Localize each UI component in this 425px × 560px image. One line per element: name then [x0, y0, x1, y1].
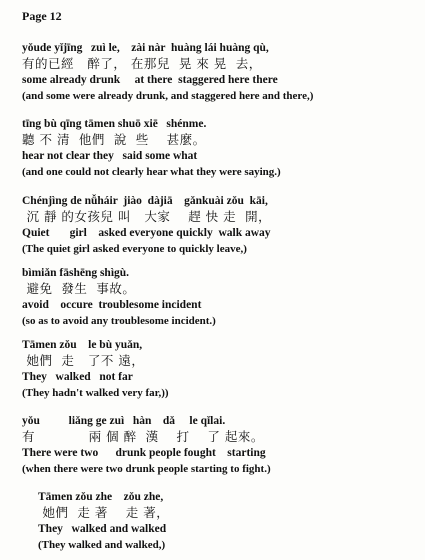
gloss-line: (when there were two drunk people starting to fight.)	[22, 463, 271, 475]
pinyin-line: bìmiǎn fāshēng shìgù.	[22, 267, 130, 279]
sentence-block-7	[38, 489, 425, 553]
gloss-line: (They walked and walked,)	[38, 539, 166, 551]
hanzi-line: 避免 發生 事故。	[22, 281, 136, 296]
sentence-block-3	[22, 193, 417, 257]
pinyin-line: tīng bù qīng tāmen shuō xiē shénme.	[22, 118, 207, 130]
sentence-block-5	[22, 337, 417, 401]
english-line: They walked and walked	[38, 523, 167, 535]
english-line: They walked not far	[22, 371, 133, 383]
sentence-block-4	[22, 265, 417, 329]
gloss-line: (so as to avoid any troublesome incident.)	[22, 315, 216, 327]
hanzi-line: 她們 走 著 走 著，	[38, 505, 170, 520]
hanzi-line: 她們 走 了不 遠，	[22, 353, 145, 368]
gloss-line: (and some were already drunk, and staggered here and there,)	[22, 90, 314, 102]
gloss-line: (and one could not clearly hear what they were saying.)	[22, 166, 281, 178]
english-line: avoid occure troublesome incident	[22, 299, 202, 311]
hanzi-line: 沉 靜 的女孩兒 叫 大家 趕 快 走 開，	[22, 209, 272, 224]
english-line: Quiet girl asked everyone quickly walk away	[22, 227, 271, 239]
hanzi-line: 有的已經 醉了， 在那兒 晃 來 晃 去，	[22, 56, 262, 71]
sentence-block-6	[22, 413, 417, 477]
page-number: Page 12	[22, 9, 62, 23]
gloss-line: (The quiet girl asked everyone to quickly leave,)	[22, 243, 247, 255]
hanzi-line: 聽 不 清 他們 說 些 甚麼。	[22, 132, 206, 147]
english-line: There were two drunk people fought starting	[22, 447, 266, 459]
pinyin-line: Tāmen zǒu zhe zǒu zhe,	[38, 491, 164, 503]
pinyin-line: yǒu liǎng ge zuì hàn dǎ le qǐlai.	[22, 415, 226, 427]
sentence-block-2	[22, 116, 417, 180]
pinyin-line: Chénjìng de nǚháir jiào dàjiā gǎnkuài zǒu kāi,	[22, 195, 268, 207]
hanzi-line: 有 兩 個 醉 漢 打 了 起來。	[22, 429, 264, 444]
sentence-block-1	[22, 40, 417, 104]
english-line: some already drunk at there staggered here there	[22, 74, 278, 86]
english-line: hear not clear they said some what	[22, 150, 198, 162]
pinyin-line: yǒude yǐjīng zuì le, zài nàr huàng lái huàng qù,	[22, 42, 269, 54]
pinyin-line: Tāmen zǒu le bù yuǎn,	[22, 339, 143, 351]
gloss-line: (They hadn't walked very far,))	[22, 387, 169, 399]
